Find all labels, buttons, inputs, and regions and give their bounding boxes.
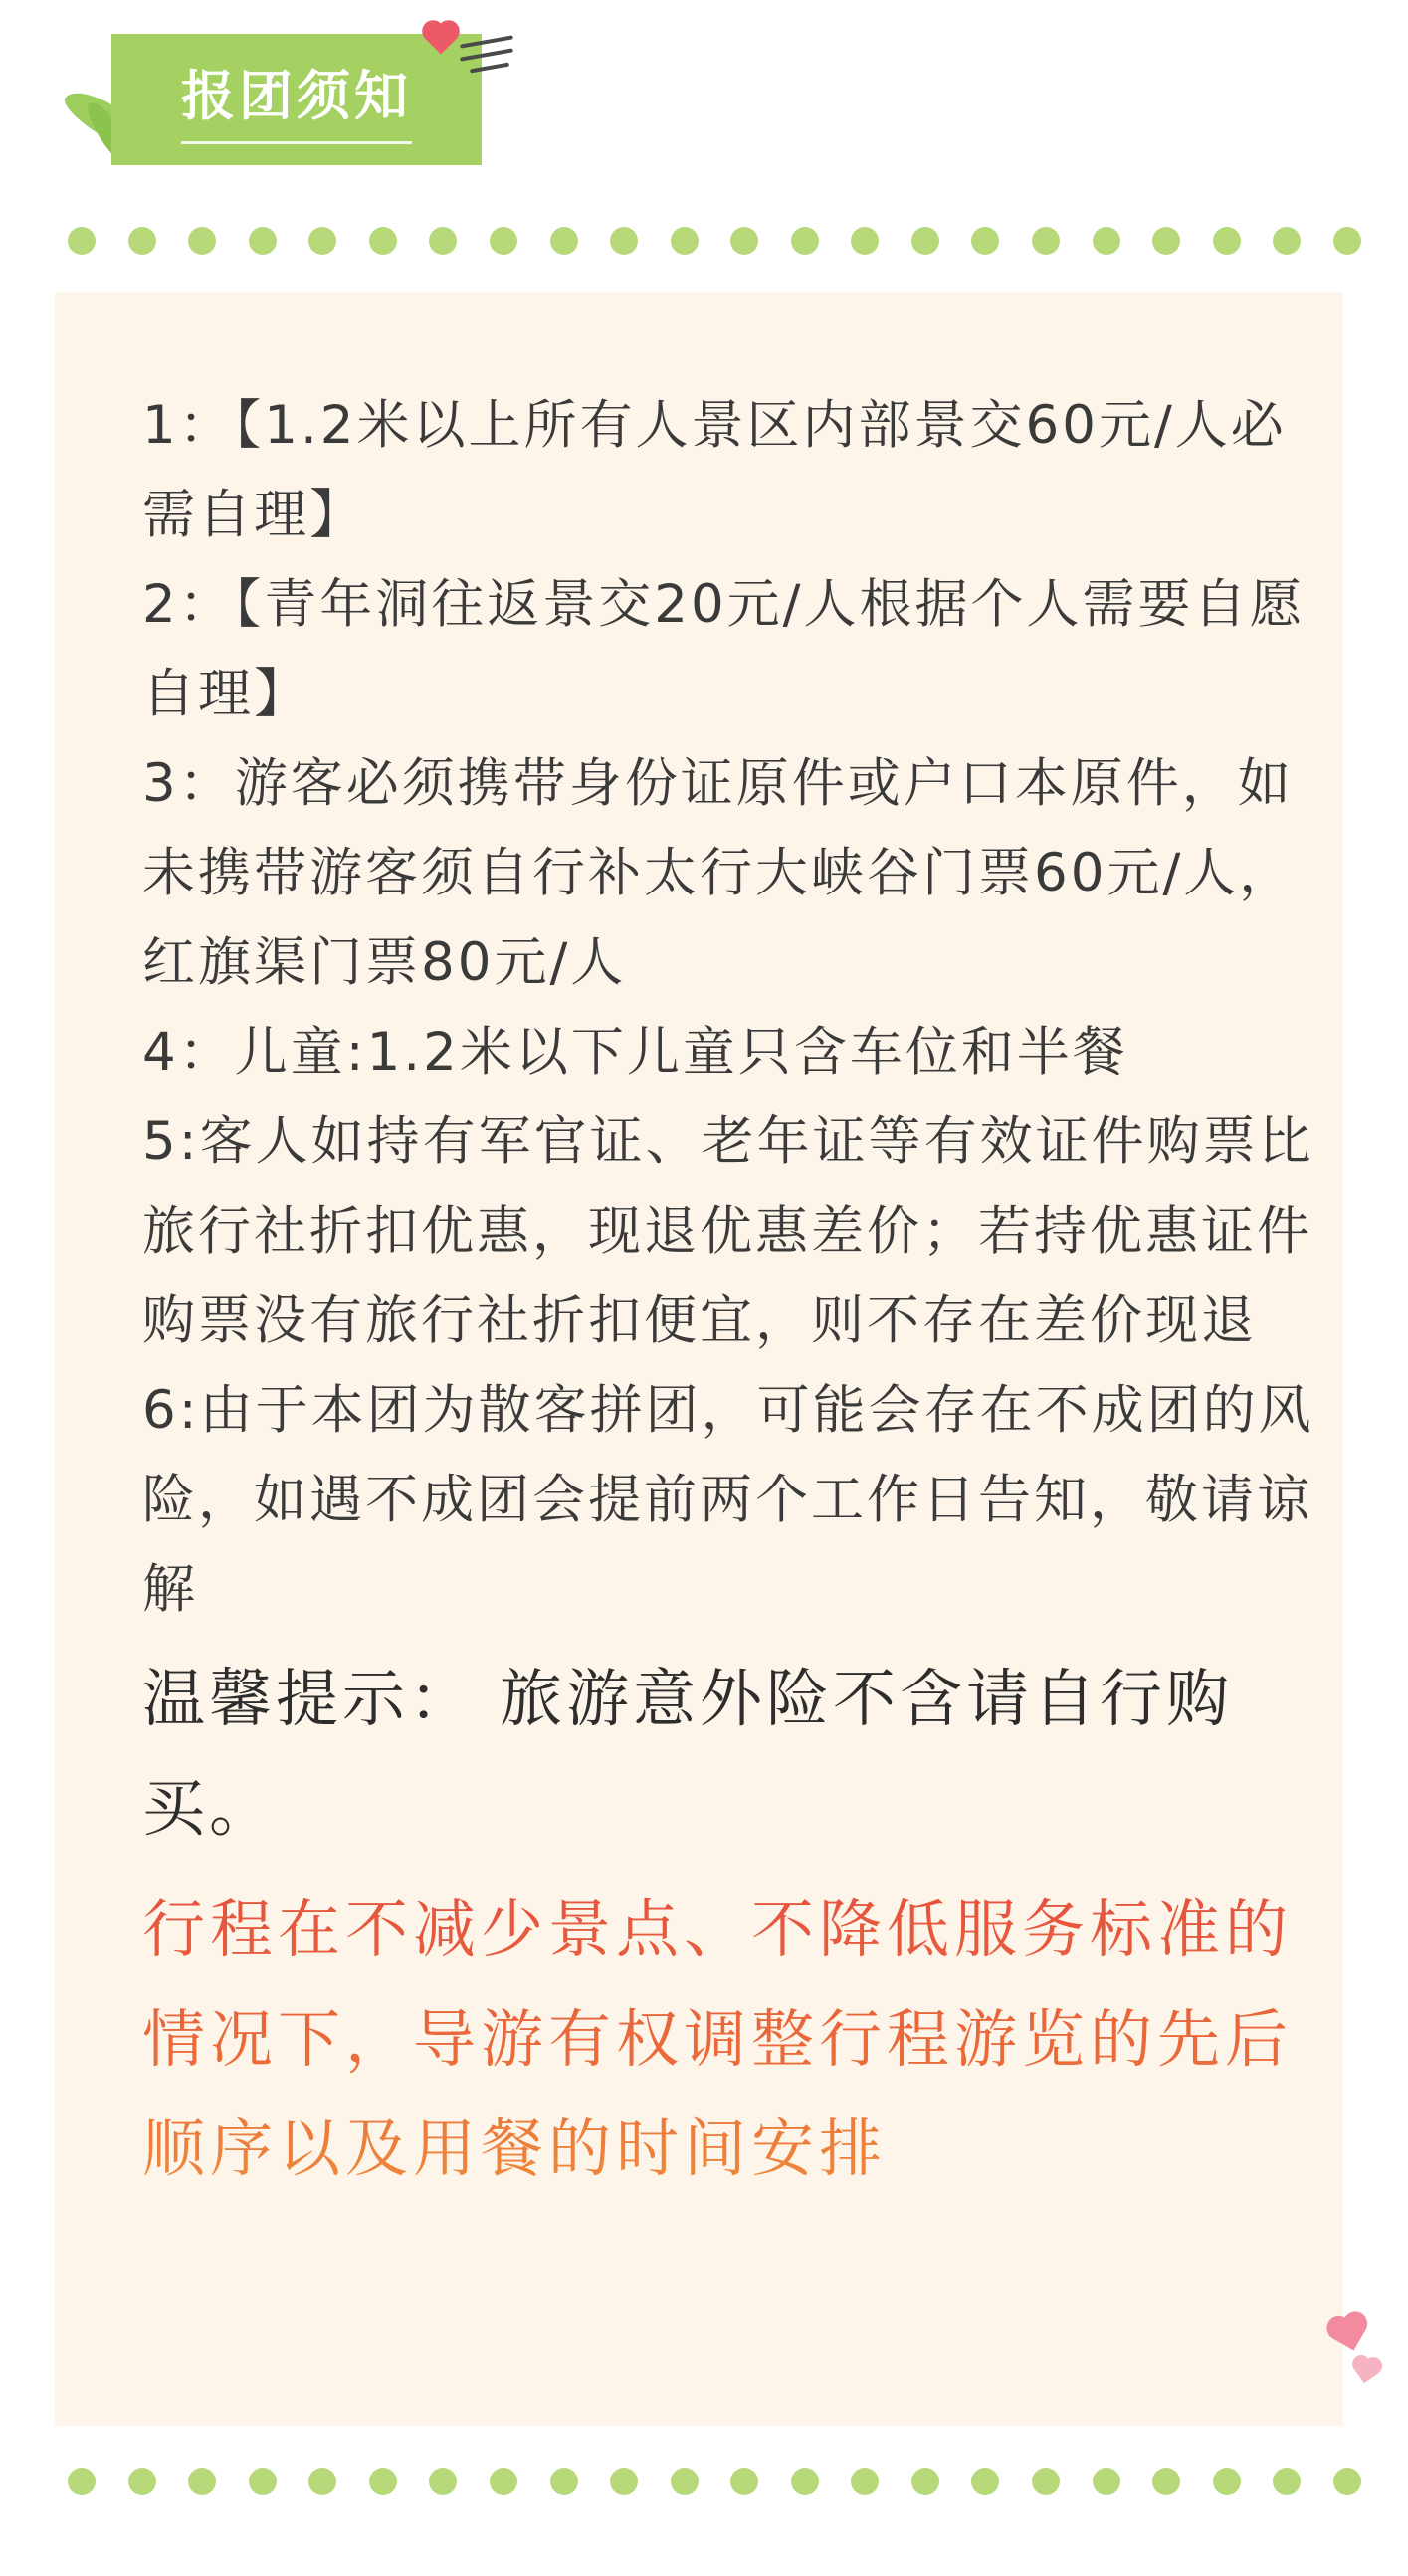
motion-lines-icon (460, 40, 517, 80)
itinerary-notice: 行程在不减少景点、不降低服务标准的情况下，导游有权调整行程游览的先后顺序以及用餐的时间安排 (142, 1876, 1316, 2204)
notice-item-6: 6:由于本团为散客拼团，可能会存在不成团的风险，如遇不成团会提前两个工作日告知，敬请谅解 (142, 1380, 1314, 1620)
notice-card (55, 292, 1343, 2426)
dot-divider-bottom (68, 2468, 1361, 2497)
dot-divider-top (68, 227, 1361, 257)
section-title: 报团须知 (181, 65, 412, 127)
warm-tip: 温馨提示： 旅游意外险不含请自行购买。 (142, 1663, 1234, 1845)
notice-item-4: 4：儿童:1.2米以下儿童只含车位和半餐 (142, 1022, 1128, 1083)
notice-item-3: 3：游客必须携带身份证原件或户口本原件，如未携带游客须自行补太行大峡谷门票60元/人，红旗渠门票80元/人 (142, 753, 1296, 993)
section-title-tag (111, 34, 482, 165)
notice-item-5: 5:客人如持有军官证、老年证等有效证件购票比旅行社折扣优惠，现退优惠差价；若持优惠证件购票没有旅行社折扣便宜，则不存在差价现退 (142, 1111, 1314, 1351)
notice-content (142, 381, 1316, 2204)
notice-item-2: 2：【青年洞往返景交20元/人根据个人需要自愿自理】 (142, 574, 1306, 724)
notice-item-1: 1：【1.2米以上所有人景区内部景交60元/人必需自理】 (142, 395, 1287, 545)
title-underline (181, 141, 412, 144)
heart-icon (1354, 2359, 1379, 2384)
